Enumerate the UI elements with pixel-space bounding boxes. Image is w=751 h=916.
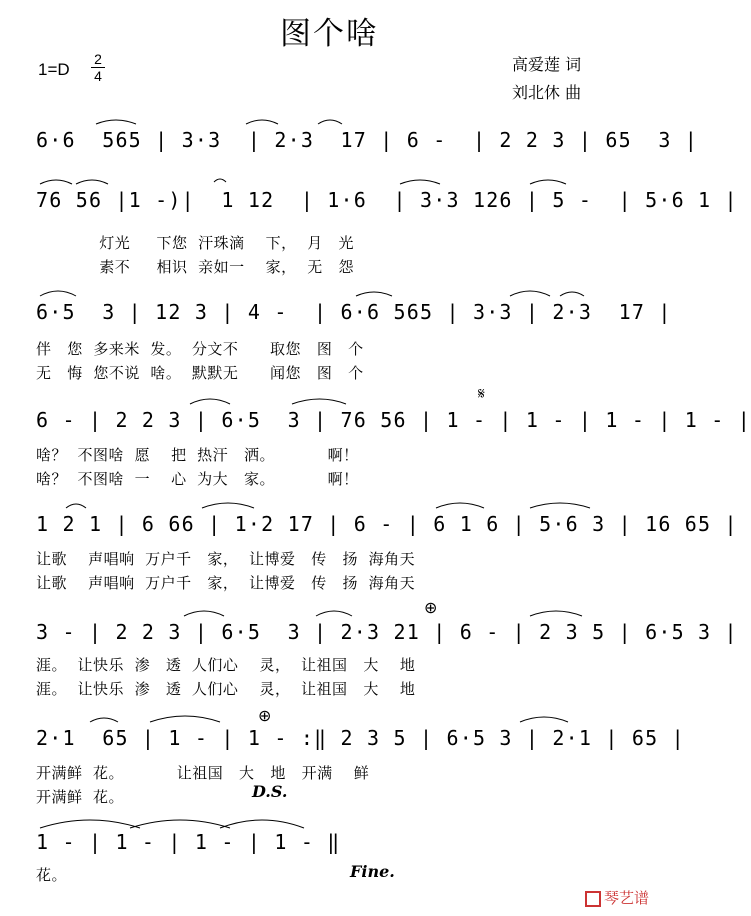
notes-line: 3 - | 2 2 3 | 6·5 3 | 2·3 21 | 6 - | 2 3 5 | 6·5 3 |: [36, 620, 738, 644]
coda-icon: ⊕: [258, 706, 272, 725]
lyric-line: 啥？ 不图啥 愿 把 热汗 洒。 啊！: [36, 446, 359, 464]
lyric-line: 开满鲜 花。: [36, 788, 146, 806]
lyric-line: 啥？ 不图啥 一 心 为大 家。 啊！: [36, 470, 359, 488]
song-title: 图个啥: [280, 16, 379, 52]
lyric-line: 花。: [36, 866, 68, 884]
lyric-line: 开满鲜 花。 让祖国 大 地 开满 鲜: [36, 764, 370, 782]
lyric-line: 涯。 让快乐 渗 透 人们心 灵， 让祖国 大 地: [36, 656, 416, 674]
notes-line: 2·1 65 | 1 - | 1 - :‖ 2 3 5 | 6·5 3 | 2·1 | 65 |: [36, 726, 685, 750]
notes-line: 76 56 |1 -)| 1 12 | 1·6 | 3·3 126 | 5 - | 5·6 1 |: [36, 188, 738, 212]
notes-line: 6·6 565 | 3·3 | 2·3 17 | 6 - | 2 2 3 | 65 3 |: [36, 128, 699, 152]
notes-line: 6 - | 2 2 3 | 6·5 3 | 76 56 | 1 - | 1 - | 1 - | 1 - |: [36, 408, 751, 432]
time-signature-bottom: 4: [94, 68, 102, 84]
lyric-line: 无 悔 您不说 啥。 默默无 闻您 图 个: [36, 364, 364, 382]
lyric-line: 涯。 让快乐 渗 透 人们心 灵， 让祖国 大 地: [36, 680, 416, 698]
ds-marking: D.S.: [252, 782, 288, 801]
lyric-line: 伴 您 多来米 发。 分文不 取您 图 个: [36, 340, 364, 358]
notes-line: 1 - | 1 - | 1 - | 1 - ‖: [36, 830, 341, 854]
notes-line: 1 2 1 | 6 66 | 1·2 17 | 6 - | 6 1 6 | 5·6 3 | 16 65 |: [36, 512, 738, 536]
time-signature-top: 2: [94, 51, 102, 67]
watermark-text: 琴艺谱: [603, 889, 649, 907]
composer-credit: 刘北休 曲: [512, 83, 582, 102]
lyric-line: 让歌 声唱响 万户千 家， 让博爱 传 扬 海角天: [36, 574, 416, 592]
fine-marking: Fine.: [350, 862, 395, 881]
segno-icon: 𝄋: [478, 384, 485, 403]
key-signature: 1=D: [38, 60, 70, 79]
watermark-logo: [585, 887, 649, 908]
notes-line: 6·5 3 | 12 3 | 4 - | 6·6 565 | 3·3 | 2·3 17 |: [36, 300, 672, 324]
lyricist-credit: 高爱莲 词: [512, 55, 582, 74]
lyric-line: 素不 相识 亲如一 家， 无 怨: [36, 258, 355, 276]
logo-icon: [585, 891, 601, 907]
lyric-line: 灯光 下您 汗珠滴 下， 月 光: [36, 234, 355, 252]
lyric-line: 让歌 声唱响 万户千 家， 让博爱 传 扬 海角天: [36, 550, 416, 568]
coda-icon: ⊕: [424, 598, 438, 617]
